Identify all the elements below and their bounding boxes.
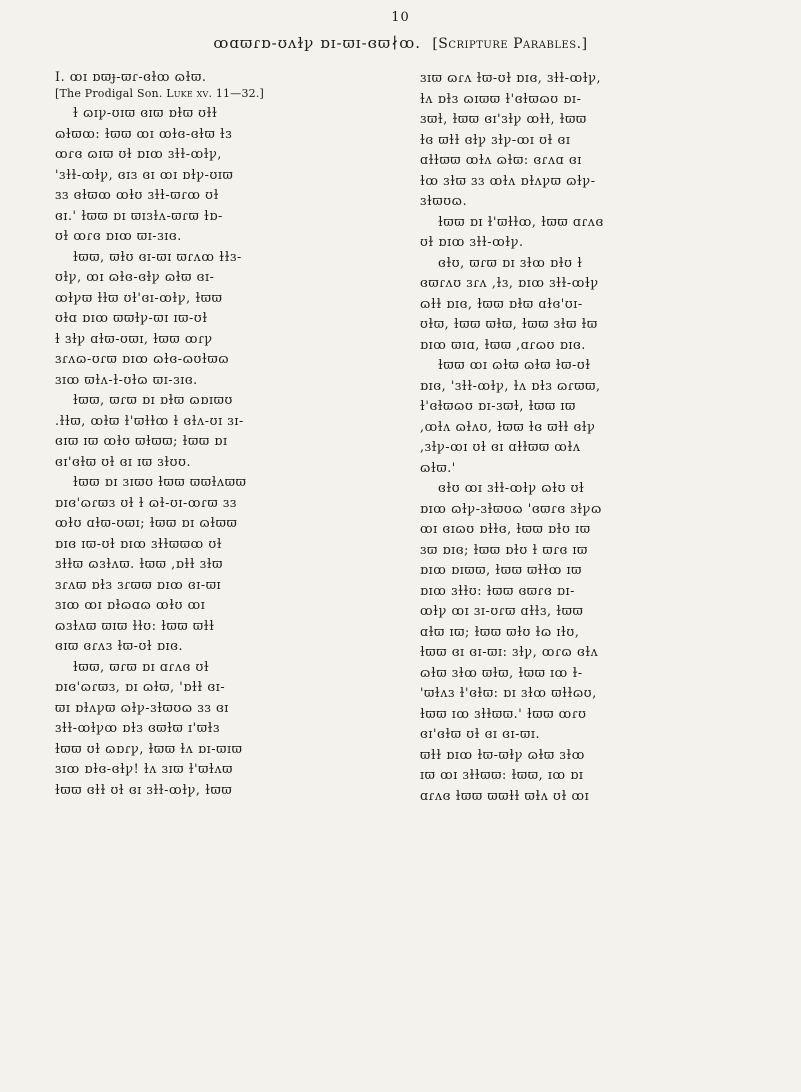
text-line: ɞɫʊ ꝏɪ ɜɫɫ-ꝏɫꝩ ɷɫʊ ʊɫ	[438, 480, 585, 495]
right-column-lines	[420, 68, 770, 806]
text-line: ɞɪϖ ɞɾʌɜ ɫϖ-ʊɫ ɒɪɞ.	[55, 638, 184, 653]
text-line: ɜɾʌϖ ɒɫɜ ɜɾϖϖ ɒɪꝏ ɞɪ-ϖɪ	[55, 576, 222, 592]
text-line: ꝏɫꝩϖ ɫɫϖ ʊɫ'ɞɪ-ꝏɫꝩ, ɫϖϖ	[55, 289, 223, 305]
text-line: ɜɪϖ ɷɾʌ ɫϖ-ʊɫ ɒɪɞ, ɜɫɫ-ꝏɫꝩ,	[420, 70, 602, 85]
text-line: .ɫɫϖ, ꝏɫϖ ɫ'ϖɫɫꝏ ɫ ɞɫʌ-ʊɪ ɜɪ-	[55, 412, 244, 428]
text-line: ɫϖϖ, ϖɾϖ ɒɪ ɒɫϖ ɷɒɪϖʊ	[73, 392, 233, 407]
left-column-lines	[55, 103, 405, 800]
text-line: ɒɪɞ'ɷɾϖɜ, ɒɪ ɷɫϖ, 'ɒɫɫ ɞɪ-	[55, 679, 226, 694]
text-line: ɫϖϖ, ϖɾϖ ɒɪ ɑɾʌɞ ʊɫ	[73, 658, 210, 674]
text-line: ʊɫɑ ɒɪꝏ ϖϖɫꝩ-ϖɪ ɪϖ-ʊɫ	[55, 310, 208, 325]
text-line: ɒɪɞ'ɷɾϖɜ ʊɫ ɫ ɷɫ-ʊɪ-ꝏɾϖ ɜɜ	[55, 494, 237, 510]
text-line: ɞɪϖ ɪϖ ꝏɫʊ ϖɫϖϖ; ɫϖϖ ɒɪ	[55, 433, 228, 448]
text-line: ɑɫϖ ɪϖ; ɫϖϖ ϖɫʊ ɫɷ ɪɫʊ,	[420, 623, 580, 639]
text-line: ɜɫɫϖ ɷɜɫʌϖ. ɫϖϖ ,ɒɫɫ ɜɫϖ	[55, 556, 224, 571]
text-line: ɷɫϖ ɜɫꝏ ϖɫϖ, ɫϖϖ ɪꝏ ɫ-	[420, 664, 583, 680]
text-line: ɜɾʌɷ-ʊɾϖ ɒɪꝏ ɷɫɞ-ɷʊɫϖɷ	[55, 351, 230, 366]
section-heading: I. ꝏɪ ɒϖɟ-ϖɾ-ɞɫꝏ ɷɫϖ.	[55, 69, 207, 84]
text-line: ɒɪɞ ɪϖ-ʊɫ ɒɪꝏ ɜɫɫϖϖꝏ ʊɫ	[55, 535, 223, 551]
text-line: ɒɪꝏ ɷɫꝩ-ɜɫϖʊɷ 'ɞϖɾɞ ɜɫꝩɷ	[420, 500, 602, 516]
text-line: ϖɪ ɒɫʌꝩϖ ɷɫꝩ-ɜɫϖʊɷ ɜɜ ɞɪ	[55, 699, 229, 715]
text-line: ɜɪꝏ ϖɫʌ-ɫ-ʊɫɷ ϖɪ-ɜɪɞ.	[55, 371, 198, 387]
text-line: ɜɪꝏ ꝏɪ ɒɫɷɑɷ ꝏɫʊ ꝏɪ	[55, 597, 206, 612]
text-line: ʊɫ ɒɪꝏ ɜɫɫ-ꝏɫꝩ.	[420, 234, 524, 249]
section-subtitle: [The Prodigal Son.	[55, 87, 163, 100]
text-line: ,ɜɫꝩ-ꝏɪ ʊɫ ɞɪ ɑɫɫϖϖ ꝏɫʌ	[420, 439, 581, 454]
text-line: ꝏɪ ɞɪɷʊ ɒɫɫɞ, ɫϖϖ ɒɫʊ ɪϖ	[420, 521, 591, 536]
text-line: ɫ ɷɪꝩ-ʊɪϖ ɞɪϖ ɒɫϖ ʊɫɫ	[73, 105, 218, 120]
text-line: ꝏɾɞ ɷɪϖ ʊɫ ɒɪꝏ ɜɫɫ-ꝏɫꝩ,	[55, 146, 223, 161]
text-line: ɑɾʌɞ ɫϖϖ ϖϖɫɫ ϖɫʌ ʊɫ ꝏɪ	[420, 787, 590, 803]
text-line: ϖɫɫ ɒɪꝏ ɫϖ-ϖɫꝩ ɷɫϖ ɜɫꝏ	[420, 746, 585, 762]
text-line: ɪϖ ꝏɪ ɜɫɫϖϖ: ɫϖϖ, ɪꝏ ɒɪ	[420, 767, 584, 782]
text-line: ɫϖϖ ɞɪ ɞɪ-ϖɪ: ɜɫꝩ, ꝏɾɷ ɞɫʌ	[420, 644, 599, 659]
text-line: ɫʌ ɒɫɜ ɷɪϖϖ ɫ'ɞɫϖɷʊ ɒɪ-	[420, 90, 582, 106]
text-line: ɫϖϖ ɞɫɫ ʊɫ ɞɪ ɜɫɫ-ꝏɫꝩ, ɫϖϖ	[55, 781, 233, 797]
text-line: ꝏɫꝩ ꝏɪ ɜɪ-ʊɾϖ ɑɫɫɜ, ɫϖϖ	[420, 603, 584, 618]
text-line: ɫϖϖ, ϖɫʊ ɞɪ-ϖɪ ϖɾʌꝏ ɫɫɜ-	[73, 248, 242, 264]
text-line: ɷɜɫʌϖ ϖɪϖ ɫɫʊ: ɫϖϖ ϖɫɫ	[55, 617, 215, 633]
text-line: ꝏɫʊ ɑɫϖ-ʊϖɪ; ɫϖϖ ɒɪ ɷɫϖϖ	[55, 515, 238, 530]
text-line: 'ϖɫʌɜ ɫ'ɞɫϖ: ɒɪ ɜɫꝏ ϖɫɫɷʊ,	[420, 685, 597, 700]
text-line: ʊɫϖ, ɫϖϖ ϖɫϖ, ɫϖϖ ɜɫϖ ɫϖ	[420, 316, 598, 331]
text-line: ɷɫɫ ɒɪɞ, ɫϖϖ ɒɫϖ ɑɫɞ'ʊɪ-	[420, 295, 583, 311]
text-line: ɑɫɫϖϖ ꝏɫʌ ɷɫϖ: ɞɾʌɑ ɞɪ	[420, 152, 582, 167]
text-line: ʊɫ ꝏɾɞ ɒɪꝏ ϖɪ-ɜɪɞ.	[55, 228, 182, 243]
running-head	[0, 34, 801, 52]
text-line: ɫϖϖ ʊɫ ɷɒɾꝩ, ɫϖϖ ɫʌ ɒɪ-ϖɪϖ	[55, 740, 243, 756]
running-head-english: [Scripture Parables.]	[432, 36, 588, 52]
section-scripture-ref: Luke xv. 11—32.]	[166, 87, 265, 100]
text-line: ɫϖϖ ɒɪ ɫ'ϖɫɫꝏ, ɫϖϖ ɑɾʌɞ	[438, 213, 604, 229]
text-line: ɞɪ'ɞɫϖ ʊɫ ɞɪ ɪϖ ɜɫʊʊ.	[55, 453, 192, 469]
text-line: ɞϖɾʌʊ ɜɾʌ ,ɫɜ, ɒɪꝏ ɜɫɫ-ꝏɫꝩ	[420, 275, 599, 290]
text-line: ɫϖϖ ɒɪ ɜɪϖʊ ɫϖϖ ϖϖɫʌϖϖ	[73, 474, 247, 489]
text-line: ʊɫꝩ, ꝏɪ ɷɫɞ-ɞɫꝩ ɷɫϖ ɞɪ-	[55, 269, 215, 284]
text-line: ɷɫϖ.'	[420, 459, 456, 475]
text-line: ɫ ɜɫꝩ ɑɫϖ-ʊϖɪ, ɫϖϖ ꝏɾꝩ	[55, 330, 213, 346]
right-column	[420, 68, 770, 806]
left-column	[55, 68, 405, 800]
text-line: ɷɫϖꝏ: ɫϖϖ ꝏɪ ꝏɫɞ-ɞɫϖ ɫɜ	[55, 125, 233, 141]
text-line: ɞɫʊ, ϖɾϖ ɒɪ ɜɫꝏ ɒɫʊ ɫ	[438, 254, 583, 270]
text-line: ɜϖɫ, ɫϖϖ ɞɪ'ɜɫꝩ ꝏɫɫ, ɫϖϖ	[420, 111, 587, 126]
text-line: ɜϖ ɒɪɞ; ɫϖϖ ɒɫʊ ɫ ϖɾɞ ɪϖ	[420, 541, 588, 557]
text-line: 'ɜɫɫ-ꝏɫꝩ, ɞɪɜ ɞɪ ꝏɪ ɒɫꝩ-ʊɪϖ	[55, 166, 234, 182]
text-line: ɫϖϖ ɪꝏ ɜɫɫϖϖ.' ɫϖϖ ꝏɾʊ	[420, 705, 587, 721]
text-line: ɫ'ɞɫϖɷʊ ɒɪ-ɜϖɫ, ɫϖϖ ɪϖ	[420, 398, 576, 413]
text-line: ɜɜ ɞɫϖꝏ ꝏɫʊ ɜɫɫ-ϖɾꝏ ʊɫ	[55, 187, 219, 202]
text-line: ɜɪꝏ ɒɫɞ-ɞɫꝩ! ɫʌ ɜɪϖ ɫ'ϖɫʌϖ	[55, 761, 234, 776]
text-line: ɞɪ'ɞɫϖ ʊɫ ɞɪ ɞɪ-ϖɪ.	[420, 726, 541, 741]
section-reference	[55, 86, 405, 101]
text-line: ɜɫɫ-ꝏɫꝩꝏ ɒɫɜ ɞϖɫϖ ɪ'ϖɫɜ	[55, 720, 220, 735]
text-line: ɫꝏ ɜɫϖ ɜɜ ꝏɫʌ ɒɫʌꝩϖ ɷɫꝩ-	[420, 172, 596, 188]
page-number: 10	[391, 10, 410, 25]
text-line: ɫϖϖ ꝏɪ ɷɫϖ ɷɫϖ ɫϖ-ʊɫ	[438, 357, 591, 372]
text-line: ɒɪɞ, 'ɜɫɫ-ꝏɫꝩ, ɫʌ ɒɫɜ ɷɾϖϖ,	[420, 377, 601, 393]
text-line: ɞɪ.' ɫϖϖ ɒɪ ϖɪɜɫʌ-ϖɾϖ ɫɒ-	[55, 207, 223, 223]
text-line: ɒɪꝏ ϖɪɑ, ɫϖϖ ,ɑɾɷʊ ɒɪɞ.	[420, 336, 586, 352]
text-line: ɫɞ ϖɫɫ ɞɫꝩ ɜɫꝩ-ꝏɪ ʊɫ ɞɪ	[420, 131, 571, 147]
text-line: ɜɫϖʊɷ.	[420, 193, 468, 208]
text-line: ɒɪꝏ ɒɪϖϖ, ɫϖϖ ϖɫɫꝏ ɪϖ	[420, 562, 582, 577]
running-head-script: ꝏɑϖɾɒ-ʊʌɫꝩ ɒɪ-ϖɪ-ɞϖ∤ꝏ.	[213, 34, 422, 52]
text-line: ,ꝏɫʌ ɷɫʌʊ, ɫϖϖ ɫɞ ϖɫɫ ɞɫꝩ	[420, 418, 596, 434]
text-line: ɒɪꝏ ɜɫɫʊ: ɫϖϖ ɞϖɾɞ ɒɪ-	[420, 582, 576, 598]
